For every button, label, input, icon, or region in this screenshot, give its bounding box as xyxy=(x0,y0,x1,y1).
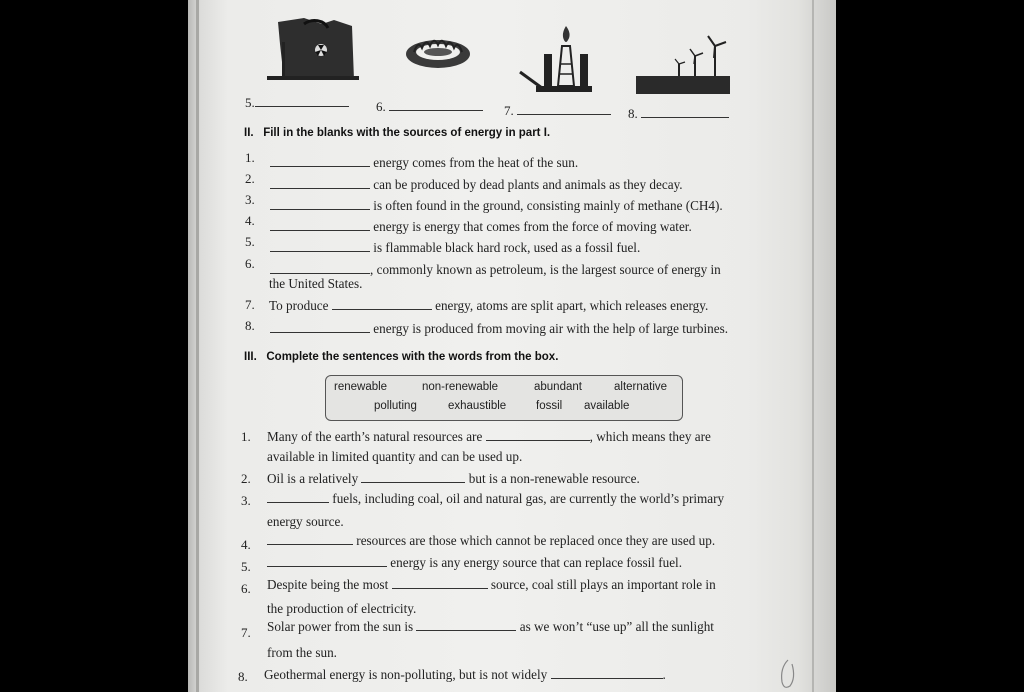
word-renewable: renewable xyxy=(334,381,388,393)
part3-item-8-prefix: Geothermal energy is non-polluting, but is not widely xyxy=(264,667,548,682)
part2-blank-4[interactable] xyxy=(270,219,370,231)
word-alternative: alternative xyxy=(614,381,668,393)
part2-blank-1[interactable] xyxy=(270,155,370,167)
part2-item-3-number: 3. xyxy=(245,192,255,207)
part2-item-7-number: 7. xyxy=(245,297,255,312)
part2-item-6-continuation: the United States. xyxy=(269,276,363,291)
word-box xyxy=(325,375,683,421)
image-label-8: 8. xyxy=(628,106,638,121)
part2-blank-8[interactable] xyxy=(270,321,370,333)
word-available: available xyxy=(584,400,630,412)
part3-item-6-suffix: source, coal still plays an important role in xyxy=(490,577,716,592)
part3-item-7-number: 7. xyxy=(241,625,251,640)
part2-item-2-number: 2. xyxy=(245,171,255,186)
nuclear-plant-image xyxy=(264,14,364,84)
part3-item-7-suffix: as we won’t “use up” all the sunlight xyxy=(519,619,714,634)
part3-item-6-prefix: Despite being the most xyxy=(267,577,389,592)
part2-item-5-text: is flammable black hard rock, used as a fossil fuel. xyxy=(373,240,641,255)
image-label-5: 5. xyxy=(245,95,255,110)
part3-item-4-number: 4. xyxy=(241,537,251,552)
part2-blank-6[interactable] xyxy=(270,262,370,274)
part3-blank-5[interactable] xyxy=(267,555,387,567)
part2-item-4-text: energy is energy that comes from the force of moving water. xyxy=(373,219,692,234)
image-label-6: 6. xyxy=(376,99,386,114)
part3-blank-2[interactable] xyxy=(361,471,465,483)
part3-item-3-number: 3. xyxy=(241,493,251,508)
part2-item-3-text: is often found in the ground, consisting mainly of methane (CH4). xyxy=(373,198,723,213)
part2-blank-5[interactable] xyxy=(270,240,370,252)
part2-heading-text: Fill in the blanks with the sources of energy in part I. xyxy=(263,127,551,139)
part3-item-8-suffix: . xyxy=(662,667,666,682)
part3-item-6-number: 6. xyxy=(241,581,251,596)
word-abundant: abundant xyxy=(534,381,582,393)
part3-item-1-suffix: , which means they are xyxy=(589,429,711,444)
part2-item-8-number: 8. xyxy=(245,318,255,333)
part3-blank-3[interactable] xyxy=(267,491,329,503)
part3-item-3-suffix: fuels, including coal, oil and natural gas, are currently the world’s primary xyxy=(332,491,725,506)
image-blank-7[interactable] xyxy=(517,103,611,115)
image-blank-6[interactable] xyxy=(389,99,483,111)
part3-item-2-suffix: but is a non-renewable resource. xyxy=(468,471,640,486)
part2-item-2-text: can be produced by dead plants and animals as they decay. xyxy=(373,177,683,192)
part2-blank-3[interactable] xyxy=(270,198,370,210)
worksheet-page xyxy=(188,0,836,692)
part3-blank-6[interactable] xyxy=(392,577,488,589)
part2-blank-7[interactable] xyxy=(332,298,432,310)
part2-item-1-number: 1. xyxy=(245,150,255,165)
part3-item-6-continuation: the production of electricity. xyxy=(267,601,417,616)
word-exhaustible: exhaustible xyxy=(448,400,507,412)
part3-item-5-number: 5. xyxy=(241,559,251,574)
part2-heading xyxy=(244,127,550,139)
word-non-renewable: non-renewable xyxy=(422,381,499,393)
image-blank-8[interactable] xyxy=(641,106,729,118)
part3-item-2-prefix: Oil is a relatively xyxy=(267,471,359,486)
part2-item-5-number: 5. xyxy=(245,234,255,249)
part2-item-7-text: energy, atoms are split apart, which releases energy. xyxy=(435,298,709,313)
part3-item-1-number: 1. xyxy=(241,429,251,444)
part3-heading xyxy=(244,351,558,363)
part3-item-4-suffix: resources are those which cannot be replaced once they are used up. xyxy=(356,533,716,548)
part2-item-4-number: 4. xyxy=(245,213,255,228)
part2-item-6-number: 6. xyxy=(245,256,255,271)
part3-blank-8[interactable] xyxy=(551,667,663,679)
gas-burner-image xyxy=(400,30,476,82)
pencil-mark xyxy=(776,656,798,692)
part2-item-6-text: , commonly known as petroleum, is the largest source of energy in xyxy=(370,262,721,277)
part3-item-3-continuation: energy source. xyxy=(267,514,344,529)
word-polluting: polluting xyxy=(374,400,417,412)
part3-blank-7[interactable] xyxy=(416,619,516,631)
part2-item-8-text: energy is produced from moving air with the help of large turbines. xyxy=(373,321,729,336)
part2-item-1-text: energy comes from the heat of the sun. xyxy=(373,155,579,170)
part3-heading-text: Complete the sentences with the words from the box. xyxy=(266,351,559,363)
part3-item-1-continuation: available in limited quantity and can be used up. xyxy=(267,449,523,464)
part3-item-1-prefix: Many of the earth’s natural resources are xyxy=(267,429,483,444)
part3-heading-number: III. xyxy=(244,351,257,363)
part2-heading-number: II. xyxy=(244,127,254,139)
part3-blank-4[interactable] xyxy=(267,533,353,545)
part3-item-8-number: 8. xyxy=(238,669,248,684)
part2-blank-2[interactable] xyxy=(270,177,370,189)
part3-blank-1[interactable] xyxy=(486,429,590,441)
part3-item-7-continuation: from the sun. xyxy=(267,645,337,660)
part3-item-7-prefix: Solar power from the sun is xyxy=(267,619,414,634)
image-blank-5[interactable] xyxy=(255,95,349,107)
wind-turbines-image xyxy=(634,34,734,96)
part2-item-7-prefix: To produce xyxy=(269,298,329,313)
word-fossil: fossil xyxy=(536,400,563,412)
oil-refinery-image xyxy=(514,24,598,96)
image-label-7: 7. xyxy=(504,103,514,118)
part3-item-5-suffix: energy is any energy source that can replace fossil fuel. xyxy=(390,555,683,570)
part3-item-2-number: 2. xyxy=(241,471,251,486)
